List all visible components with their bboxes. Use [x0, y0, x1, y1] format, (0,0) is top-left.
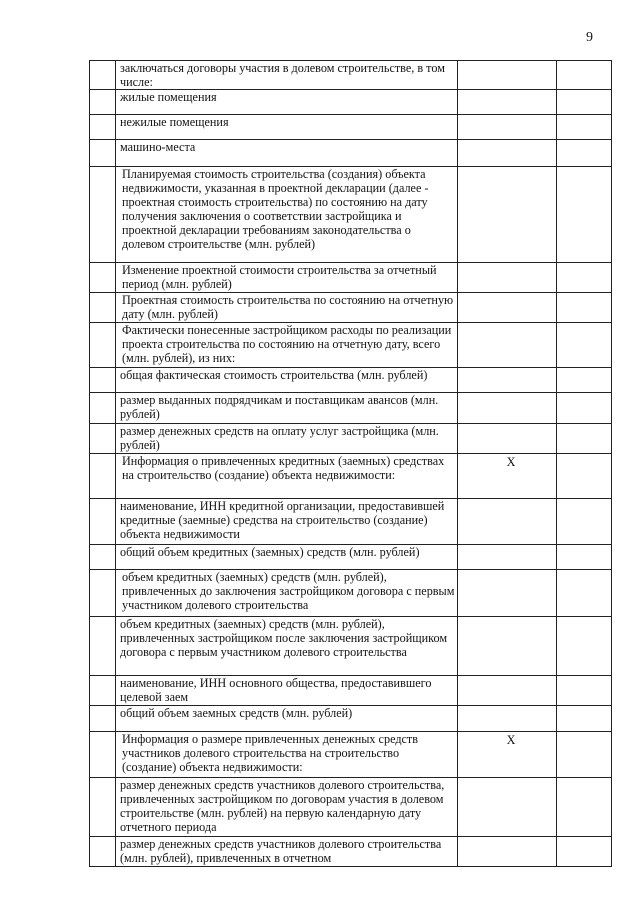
row-note-cell: [557, 393, 612, 424]
row-label: общий объем кредитных (заемных) средств (млн. рублей): [116, 545, 458, 570]
row-value-cell: [458, 140, 557, 167]
row-value: [462, 293, 554, 294]
row-number-cell: [90, 617, 116, 676]
row-label: Информация о привлеченных кредитных (заемных) средствах на строительство (создание) объекта недвижимости:: [116, 454, 458, 499]
row-number-cell: [90, 393, 116, 424]
row-label: размер денежных средств участников долевого строительства (млн. рублей), привлеченных в отчетном: [116, 837, 458, 867]
row-note-cell: [557, 676, 612, 706]
table-row: [90, 293, 612, 323]
row-label: Информация о размере привлеченных денежных средств участников долевого строительства на строительство (создание) объекта недвижимости:: [116, 732, 458, 778]
row-label: размер денежных средств на оплату услуг застройщика (млн. рублей): [116, 424, 458, 454]
row-value-cell: [458, 617, 557, 676]
row-note-cell: [557, 545, 612, 570]
row-label: Проектная стоимость строительства по состоянию на отчетную дату (млн. рублей): [116, 293, 458, 323]
row-number-cell: [90, 293, 116, 323]
row-value-cell: [458, 393, 557, 424]
row-note-cell: [557, 499, 612, 545]
row-number-cell: [90, 61, 116, 90]
table-row: [90, 323, 612, 368]
row-note-cell: [557, 454, 612, 499]
table-row: [90, 167, 612, 263]
row-number-cell: [90, 545, 116, 570]
row-number-cell: [90, 140, 116, 167]
row-value: [462, 499, 554, 500]
table-row: [90, 368, 612, 393]
row-note-cell: [557, 778, 612, 837]
row-note-cell: [557, 90, 612, 115]
row-note-cell: [557, 706, 612, 732]
row-label: машино-места: [116, 140, 458, 167]
row-number-cell: [90, 454, 116, 499]
row-value-cell: [458, 167, 557, 263]
row-number-cell: [90, 837, 116, 867]
row-number-cell: [90, 167, 116, 263]
row-value-cell: [458, 323, 557, 368]
row-value-cell: [458, 732, 557, 778]
row-value-cell: [458, 570, 557, 617]
table-row: [90, 837, 612, 867]
row-number-cell: [90, 323, 116, 368]
row-label: объем кредитных (заемных) средств (млн. рублей), привлеченных застройщиком после заключения застройщиком договора с первым участником долевого строительства: [116, 617, 458, 676]
table-row: [90, 570, 612, 617]
row-value: [462, 393, 554, 394]
table-row: [90, 778, 612, 837]
row-value: [462, 706, 554, 707]
row-note-cell: [557, 368, 612, 393]
row-number-cell: [90, 676, 116, 706]
table-row: [90, 115, 612, 140]
row-value-cell: [458, 706, 557, 732]
row-note-cell: [557, 115, 612, 140]
row-note-cell: [557, 140, 612, 167]
table-row: [90, 676, 612, 706]
row-label: заключаться договоры участия в долевом строительстве, в том числе:: [116, 61, 458, 90]
row-value-cell: [458, 368, 557, 393]
row-label: размер выданных подрядчикам и поставщикам авансов (млн. рублей): [116, 393, 458, 424]
row-value-cell: [458, 90, 557, 115]
row-label: наименование, ИНН кредитной организации, предоставившей кредитные (заемные) средства на строительство (создание) объекта недвижимости: [116, 499, 458, 545]
row-value: [462, 424, 554, 425]
row-value: [462, 140, 554, 141]
row-number-cell: [90, 90, 116, 115]
row-value: [462, 61, 554, 62]
row-note-cell: [557, 293, 612, 323]
row-note-cell: [557, 323, 612, 368]
row-label: размер денежных средств участников долевого строительства, привлеченных застройщиком по договорам участия в долевом строительстве (млн. рублей) на первую календарную дату отчетного периода: [116, 778, 458, 837]
row-note-cell: [557, 263, 612, 293]
row-label: Изменение проектной стоимости строительства за отчетный период (млн. рублей): [116, 263, 458, 293]
row-label: общий объем заемных средств (млн. рублей): [116, 706, 458, 732]
row-value: [462, 676, 554, 677]
row-value: [462, 323, 554, 324]
row-note-cell: [557, 570, 612, 617]
row-number-cell: [90, 424, 116, 454]
row-value: [462, 368, 554, 369]
row-note-cell: [557, 61, 612, 90]
row-note-cell: [557, 837, 612, 867]
row-value-cell: [458, 424, 557, 454]
row-label: наименование, ИНН основного общества, предоставившего целевой заем: [116, 676, 458, 706]
row-value-cell: [458, 115, 557, 140]
row-value: [462, 617, 554, 618]
row-value: [462, 115, 554, 116]
row-value-cell: [458, 293, 557, 323]
row-value-cell: [458, 499, 557, 545]
row-label: жилые помещения: [116, 90, 458, 115]
row-note-cell: [557, 424, 612, 454]
row-value-cell: [458, 545, 557, 570]
row-number-cell: [90, 263, 116, 293]
row-number-cell: [90, 732, 116, 778]
table-row: [90, 90, 612, 115]
table-row: [90, 454, 612, 499]
table-row: [90, 732, 612, 778]
row-note-cell: [557, 617, 612, 676]
row-number-cell: [90, 706, 116, 732]
report-table: [89, 60, 612, 867]
row-value-cell: [458, 61, 557, 90]
page-number: 9: [586, 30, 593, 45]
table-row: [90, 424, 612, 454]
row-value: [462, 570, 554, 571]
row-number-cell: [90, 499, 116, 545]
row-value-cell: [458, 778, 557, 837]
row-label: Фактически понесенные застройщиком расходы по реализации проекта строительства по состоянию на отчетную дату, всего (млн. рублей), из них:: [116, 323, 458, 368]
row-label: Планируемая стоимость строительства (создания) объекта недвижимости, указанная в проектной декларации (далее - проектная стоимость строительства) по состоянию на дату получения заключения о соответствии застройщика и проектной декларации требованиям законодательства о долевом строительстве (млн. рублей): [116, 167, 458, 263]
row-value: X: [506, 455, 516, 469]
row-value: [462, 778, 554, 779]
table-row: [90, 706, 612, 732]
row-value: [462, 545, 554, 546]
row-label: общая фактическая стоимость строительства (млн. рублей): [116, 368, 458, 393]
row-value: [462, 167, 554, 168]
row-value: [462, 837, 554, 838]
row-note-cell: [557, 732, 612, 778]
table-row: [90, 617, 612, 676]
row-note-cell: [557, 167, 612, 263]
table-row: [90, 61, 612, 90]
row-value: [462, 263, 554, 264]
table-row: [90, 263, 612, 293]
row-value-cell: [458, 837, 557, 867]
row-number-cell: [90, 778, 116, 837]
row-label: объем кредитных (заемных) средств (млн. рублей), привлеченных до заключения застройщиком договора с первым участником долевого строительства: [116, 570, 458, 617]
table-row: [90, 545, 612, 570]
row-number-cell: [90, 368, 116, 393]
table-row: [90, 393, 612, 424]
row-value: [462, 90, 554, 91]
row-number-cell: [90, 115, 116, 140]
row-value-cell: [458, 263, 557, 293]
row-value-cell: [458, 676, 557, 706]
row-label: нежилые помещения: [116, 115, 458, 140]
row-value-cell: [458, 454, 557, 499]
row-number-cell: [90, 570, 116, 617]
table-row: [90, 499, 612, 545]
row-value: X: [506, 733, 516, 747]
table-row: [90, 140, 612, 167]
